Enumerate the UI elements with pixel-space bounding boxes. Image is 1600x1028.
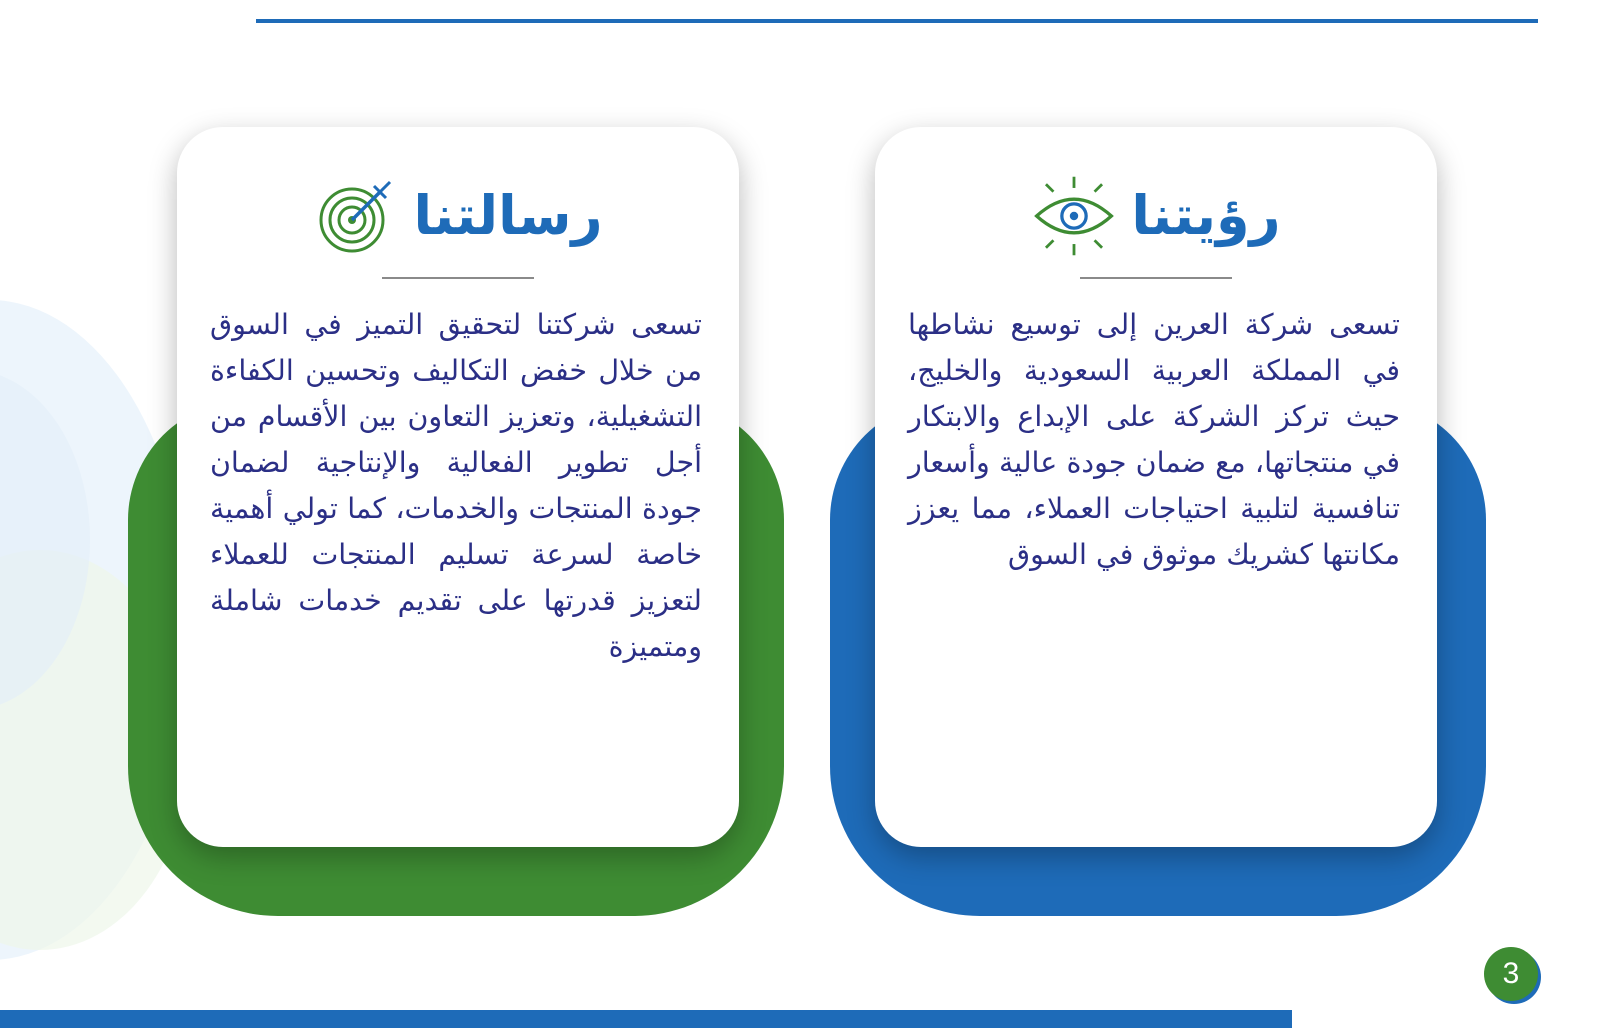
vision-text: تسعى شركة العرين إلى توسيع نشاطها في المملكة العربية السعودية والخليج، حيث تركز الشركة على الإبداع والابتكار في منتجاتها، مع ضمان جودة عالية وأسعار تنافسية لتلبية احتياجات العملاء، مما يعزز مكانتها كشريك موثوق في السوق (908, 308, 1400, 571)
mission-divider (382, 277, 534, 279)
mission-title: رسالتنا (413, 184, 603, 247)
vision-header (875, 173, 1437, 259)
target-icon (313, 173, 399, 259)
eye-icon (1031, 173, 1117, 259)
mission-card (177, 127, 739, 847)
vision-divider (1080, 277, 1232, 279)
top-rule (256, 19, 1538, 23)
bottom-bar (0, 1010, 1292, 1028)
mission-text: تسعى شركتنا لتحقيق التميز في السوق من خلال خفض التكاليف وتحسين الكفاءة التشغيلية، وتعزيز التعاون بين الأقسام من أجل تطوير الفعالية والإنتاجية لضمان جودة المنتجات والخدمات، كما تولي أهمية خاصة لسرعة تسليم المنتجات للعملاء لتعزيز قدرتها على تقديم خدمات شاملة ومتميزة (210, 308, 702, 663)
vision-title: رؤيتنا (1131, 184, 1281, 247)
vision-card (875, 127, 1437, 847)
page-number: 3 (1484, 947, 1538, 1001)
mission-header (177, 173, 739, 259)
